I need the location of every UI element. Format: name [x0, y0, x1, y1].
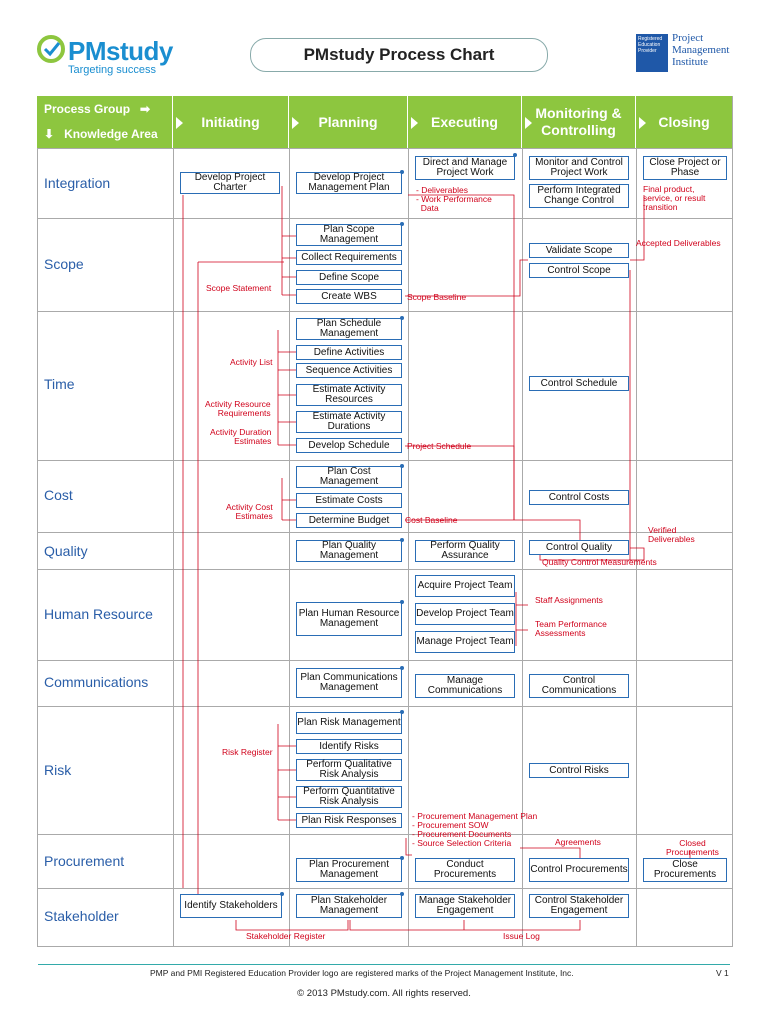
label-verified-deliverables: Verified Deliverables: [648, 525, 695, 544]
ka-quality: Quality: [44, 543, 88, 559]
process-label: Plan Risk Management: [297, 717, 401, 728]
process-label: Develop Schedule: [308, 439, 390, 451]
label-scope-statement: Scope Statement: [206, 283, 272, 293]
process-develop-pm-plan[interactable]: [296, 172, 402, 194]
label-activity-cost-est: Activity Cost Estimates: [226, 502, 273, 521]
label-agreements: Agreements: [555, 837, 601, 847]
process-integrated-change-control[interactable]: [529, 184, 629, 208]
process-plan-communications[interactable]: [296, 668, 402, 698]
process-identify-stakeholders[interactable]: [180, 894, 282, 918]
process-label: Close Project or Phase: [649, 157, 721, 178]
process-label: Plan Scope Management: [319, 224, 379, 245]
process-qualitative-risk[interactable]: [296, 759, 402, 781]
connector: [282, 186, 296, 295]
ka-integration: Integration: [44, 175, 111, 191]
process-label: Estimate Activity Resources: [312, 384, 386, 405]
label-activity-list: Activity List: [230, 357, 273, 367]
ka-time: Time: [44, 376, 75, 392]
process-label: Plan Stakeholder Management: [310, 895, 388, 916]
process-label: Plan Risk Responses: [301, 814, 397, 826]
label-cost-baseline: Cost Baseline: [405, 515, 458, 525]
pmi-mark-text: Registered Education Provider: [638, 36, 663, 54]
process-label: Control Schedule: [540, 377, 618, 389]
process-label: Define Activities: [313, 346, 385, 358]
process-define-activities[interactable]: [296, 345, 402, 360]
process-label: Monitor and Control Project Work: [535, 157, 623, 178]
process-dot: [400, 892, 404, 896]
process-identify-risks[interactable]: [296, 739, 402, 754]
footer-version: V 1: [716, 968, 729, 978]
process-label: Perform Qualitative Risk Analysis: [306, 759, 392, 780]
label-staff-assignments: Staff Assignments: [535, 595, 603, 605]
process-label: Control Stakeholder Engagement: [534, 895, 624, 916]
process-dot: [400, 170, 404, 174]
label-risk-register: Risk Register: [222, 747, 273, 757]
process-dot: [400, 666, 404, 670]
arrow-right-icon: ➡: [140, 102, 151, 116]
process-label: Sequence Activities: [305, 364, 393, 376]
process-determine-budget[interactable]: [296, 513, 402, 528]
footer-divider: [38, 964, 730, 965]
label-project-schedule: Project Schedule: [407, 441, 472, 451]
process-control-stakeholder[interactable]: [529, 894, 629, 918]
process-control-risks[interactable]: [529, 763, 629, 778]
process-define-scope[interactable]: [296, 270, 402, 285]
process-collect-requirements[interactable]: [296, 250, 402, 265]
connector: [236, 920, 348, 930]
ka-human-resource: Human Resource: [44, 606, 153, 622]
label-final-product: Final product, service, or result transition: [643, 184, 706, 212]
process-label: Manage Stakeholder Engagement: [418, 895, 512, 916]
logo-text: PMstudy: [68, 36, 173, 66]
group-executing: Executing: [431, 113, 498, 130]
arrow-down-icon: ⬇: [44, 127, 55, 141]
process-control-quality[interactable]: [529, 540, 629, 555]
process-label: Validate Scope: [545, 244, 613, 256]
connector: [540, 270, 630, 560]
connector: [183, 262, 198, 900]
footer-copyright: © 2013 PMstudy.com. All rights reserved.: [297, 988, 471, 999]
process-conduct-procurements[interactable]: [415, 858, 515, 882]
process-plan-risk-responses[interactable]: [296, 813, 402, 828]
process-plan-schedule[interactable]: [296, 318, 402, 340]
label-closed-procurements: Closed Procurements: [666, 838, 719, 857]
knowledge-area-label: Knowledge Area: [64, 127, 158, 141]
process-acquire-team[interactable]: [415, 575, 515, 597]
connector: [516, 592, 528, 646]
process-monitor-control-work[interactable]: [529, 156, 629, 180]
label-issue-log: Issue Log: [503, 931, 540, 941]
process-label: Control Procurements: [530, 864, 628, 875]
group-monitoring: Monitoring & Controlling: [535, 105, 622, 138]
process-label: Manage Communications: [427, 675, 503, 696]
label-procurement-docs: - Procurement Management Plan - Procurement SOW - Procurement Documents - Source Selection Criteria: [412, 811, 538, 848]
process-label: Plan Cost Management: [319, 466, 379, 487]
process-develop-project-charter[interactable]: [180, 172, 280, 194]
ka-scope: Scope: [44, 256, 84, 272]
connector: [630, 195, 644, 260]
process-label: Plan Human Resource Management: [298, 608, 400, 629]
process-label: Plan Schedule Management: [316, 318, 382, 339]
process-label: Plan Communications Management: [300, 672, 398, 693]
connector: [405, 446, 514, 520]
label-accepted-deliverables: Accepted Deliverables: [636, 238, 721, 248]
process-label: Control Costs: [548, 491, 610, 503]
label-stakeholder-register: Stakeholder Register: [246, 931, 326, 941]
process-label: Perform Integrated Change Control: [537, 185, 621, 206]
group-closing: Closing: [658, 113, 710, 130]
connector: [282, 478, 296, 520]
process-plan-scope[interactable]: [296, 224, 402, 246]
pmi-name: Project Management Institute: [672, 32, 730, 68]
process-label: Estimate Activity Durations: [312, 411, 386, 432]
process-label: Control Quality: [545, 541, 613, 553]
process-label: Perform Quality Assurance: [430, 540, 500, 561]
process-label: Control Risks: [549, 764, 609, 776]
process-plan-stakeholder[interactable]: [296, 894, 402, 918]
process-label: Control Communications: [541, 675, 617, 696]
process-label: Develop Project Charter: [194, 172, 266, 193]
process-dot: [400, 222, 404, 226]
process-label: Conduct Procurements: [433, 859, 497, 880]
process-manage-team[interactable]: [415, 631, 515, 653]
label-deliverables: - Deliverables - Work Performance Data: [416, 185, 492, 213]
process-control-communications[interactable]: [529, 674, 629, 698]
process-dot: [400, 538, 404, 542]
process-label: Close Procurements: [653, 859, 717, 880]
process-dot: [280, 892, 284, 896]
process-plan-cost[interactable]: [296, 466, 402, 488]
process-label: Estimate Costs: [315, 494, 383, 506]
process-direct-manage-work[interactable]: [415, 156, 515, 180]
process-label: Acquire Project Team: [417, 580, 513, 591]
process-label: Identify Stakeholders: [184, 900, 278, 911]
process-dot: [400, 600, 404, 604]
process-estimate-resources[interactable]: [296, 384, 402, 406]
process-label: Create WBS: [321, 290, 377, 302]
connector: [408, 195, 514, 520]
process-label: Manage Project Team: [416, 636, 514, 647]
process-group-label: Process Group: [44, 102, 131, 116]
process-control-costs[interactable]: [529, 490, 629, 505]
process-create-wbs[interactable]: [296, 289, 402, 304]
process-label: Develop Project Team: [416, 608, 514, 619]
process-quantitative-risk[interactable]: [296, 786, 402, 808]
ka-procurement: Procurement: [44, 853, 125, 869]
process-manage-stakeholder[interactable]: [415, 894, 515, 918]
process-label: Determine Budget: [308, 514, 390, 526]
logo-tagline: Targeting success: [68, 64, 157, 76]
process-dot: [400, 464, 404, 468]
process-develop-schedule[interactable]: [296, 438, 402, 453]
process-close-project[interactable]: [643, 156, 727, 180]
process-label: Identify Risks: [319, 740, 379, 752]
process-label: Plan Procurement Management: [308, 859, 390, 880]
process-label: Perform Quantitative Risk Analysis: [303, 786, 395, 807]
connector: [520, 848, 580, 858]
connector: [350, 920, 580, 930]
ka-risk: Risk: [44, 762, 72, 778]
group-initiating: Initiating: [201, 113, 260, 130]
page-title: PMstudy Process Chart: [250, 38, 548, 72]
process-dot: [513, 153, 517, 157]
group-planning: Planning: [318, 113, 378, 130]
connector: [278, 330, 296, 445]
process-estimate-costs[interactable]: [296, 493, 402, 508]
process-dot: [400, 856, 404, 860]
footer-trademark: PMP and PMI Registered Education Provider logo are registered marks of the Project Management Institute, Inc.: [150, 968, 574, 978]
process-dot: [400, 316, 404, 320]
process-plan-quality[interactable]: [296, 540, 402, 562]
label-activity-duration-est: Activity Duration Estimates: [210, 427, 272, 446]
process-perform-qa[interactable]: [415, 540, 515, 562]
process-close-procurements[interactable]: [643, 858, 727, 882]
connector: [278, 724, 296, 820]
process-label: Plan Quality Management: [319, 540, 379, 561]
process-estimate-durations[interactable]: [296, 411, 402, 433]
process-validate-scope[interactable]: [529, 243, 629, 258]
process-label: Collect Requirements: [301, 251, 397, 263]
process-dot: [400, 710, 404, 714]
process-control-procurements[interactable]: [529, 858, 629, 882]
process-plan-risk[interactable]: [296, 712, 402, 734]
connector: [405, 260, 528, 296]
process-manage-communications[interactable]: [415, 674, 515, 698]
ka-stakeholder: Stakeholder: [44, 908, 119, 924]
process-develop-team[interactable]: [415, 603, 515, 625]
process-plan-hr[interactable]: [296, 602, 402, 636]
label-activity-resource-req: Activity Resource Requirements: [205, 399, 271, 418]
process-label: Define Scope: [318, 271, 380, 283]
label-team-performance: Team Performance Assessments: [535, 619, 607, 638]
process-label: Develop Project Management Plan: [308, 172, 390, 193]
process-sequence-activities[interactable]: [296, 363, 402, 378]
process-plan-procurement[interactable]: [296, 858, 402, 882]
ka-communications: Communications: [44, 674, 149, 690]
label-quality-control-measurements: Quality Control Measurements: [542, 557, 657, 567]
process-label: Direct and Manage Project Work: [422, 157, 508, 178]
label-scope-baseline: Scope Baseline: [407, 292, 467, 302]
process-control-schedule[interactable]: [529, 376, 629, 391]
process-control-scope[interactable]: [529, 263, 629, 278]
ka-cost: Cost: [44, 487, 73, 503]
process-label: Control Scope: [547, 264, 611, 276]
